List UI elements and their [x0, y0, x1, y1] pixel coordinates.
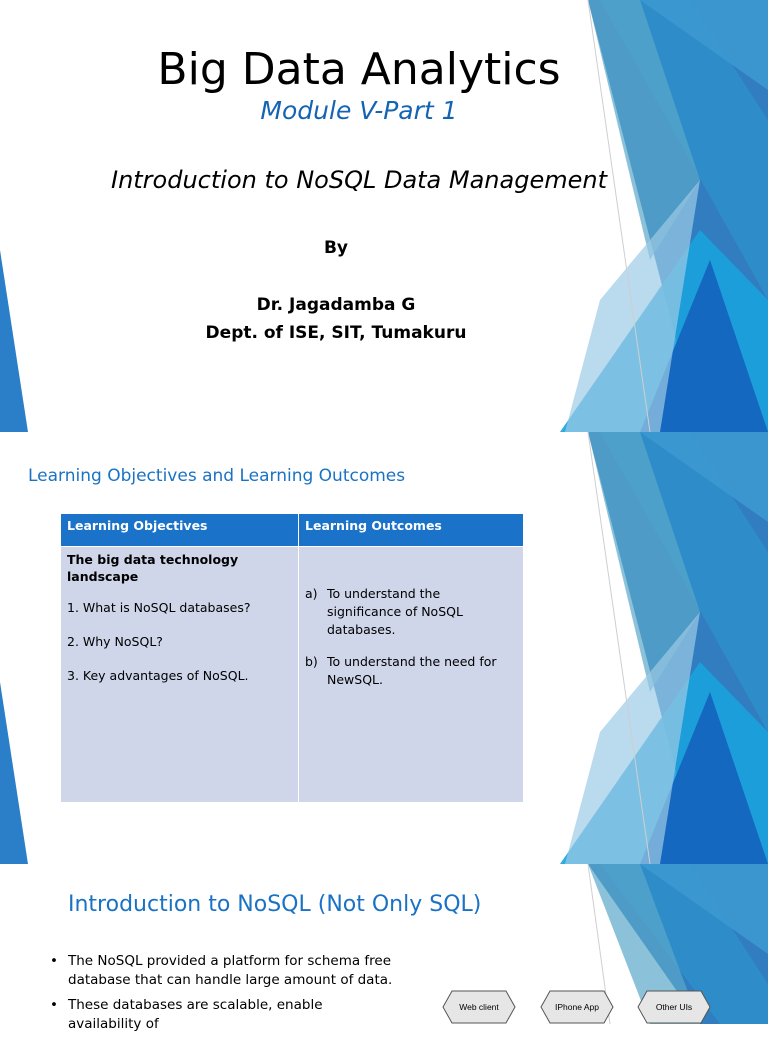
outcomes-header: Learning Outcomes — [299, 514, 524, 547]
outcomes-cell — [299, 547, 524, 803]
web-client-node: Web client — [442, 990, 516, 1024]
objectives-table — [61, 514, 524, 802]
objective-item: 1. What is NoSQL databases? — [67, 600, 251, 615]
bullet-item: • These databases are scalable, enable availability of — [50, 997, 323, 1032]
by-label: By — [323, 238, 349, 258]
outcome-item: b) To understand the need for NewSQL. — [305, 654, 497, 687]
author-dept: Dept. of ISE, SIT, Tumakuru — [205, 323, 467, 343]
topic-subtitle: Introduction to NoSQL Data Management — [110, 166, 607, 194]
intro-heading: Introduction to NoSQL (Not Only SQL) — [68, 892, 482, 917]
outcome-item: a) To understand the significance of NoSQL databases. — [305, 586, 463, 637]
author-block — [0, 291, 672, 347]
iphone-app-node: IPhone App — [540, 990, 614, 1024]
intro-bullets — [50, 952, 400, 1040]
objective-item: 3. Key advantages of NoSQL. — [67, 668, 249, 683]
author-name: Dr. Jagadamba G — [256, 295, 416, 315]
objective-item: 2. Why NoSQL? — [67, 634, 163, 649]
objectives-header: Learning Objectives — [61, 514, 299, 547]
presentation-title: Big Data Analytics — [157, 44, 561, 95]
module-subtitle: Module V-Part 1 — [260, 96, 458, 125]
objectives-heading: Learning Objectives and Learning Outcomes — [28, 466, 406, 486]
other-uis-node: Other UIs — [637, 990, 711, 1024]
objectives-title: The big data technology landscape — [67, 552, 239, 584]
objectives-cell — [61, 547, 299, 803]
bullet-item: • The NoSQL provided a platform for schema free database that can handle large amount of data. — [50, 953, 393, 988]
title-slide — [0, 0, 768, 432]
